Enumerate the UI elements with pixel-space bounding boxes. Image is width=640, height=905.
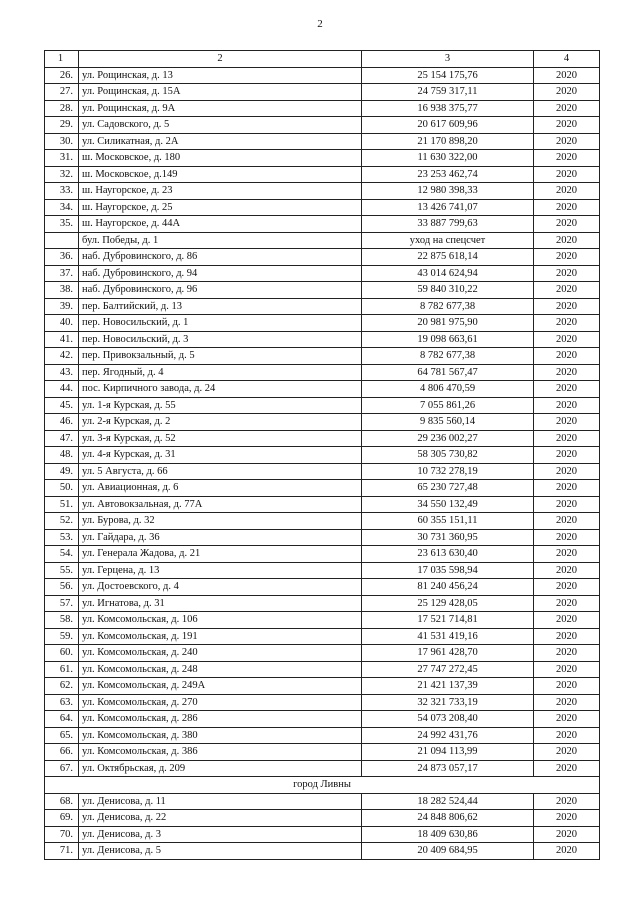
row-address: ул. Рощинская, д. 15А <box>79 84 362 101</box>
row-number: 48. <box>45 447 79 464</box>
header-col-4: 4 <box>534 51 600 68</box>
row-year: 2020 <box>534 744 600 761</box>
row-year: 2020 <box>534 84 600 101</box>
row-address: ул. Достоевского, д. 4 <box>79 579 362 596</box>
row-year: 2020 <box>534 579 600 596</box>
row-amount: 9 835 560,14 <box>362 414 534 431</box>
table-row <box>45 298 600 315</box>
table-row <box>45 513 600 530</box>
row-amount: 18 409 630,86 <box>362 826 534 843</box>
table-row <box>45 744 600 761</box>
row-amount: 21 094 113,99 <box>362 744 534 761</box>
row-year: 2020 <box>534 529 600 546</box>
section-title: город Ливны <box>45 777 600 794</box>
row-year: 2020 <box>534 166 600 183</box>
table-row <box>45 331 600 348</box>
row-amount: 17 521 714,81 <box>362 612 534 629</box>
row-number: 46. <box>45 414 79 431</box>
row-address: ул. Гайдара, д. 36 <box>79 529 362 546</box>
header-col-1: 1 <box>45 51 79 68</box>
row-number: 53. <box>45 529 79 546</box>
row-number: 59. <box>45 628 79 645</box>
row-address: пер. Балтийский, д. 13 <box>79 298 362 315</box>
row-year: 2020 <box>534 381 600 398</box>
row-amount: 24 848 806,62 <box>362 810 534 827</box>
header-col-3: 3 <box>362 51 534 68</box>
row-amount: 24 873 057,17 <box>362 760 534 777</box>
row-amount: 21 421 137,39 <box>362 678 534 695</box>
table-row <box>45 315 600 332</box>
table-row <box>45 430 600 447</box>
row-number: 35. <box>45 216 79 233</box>
table-row <box>45 529 600 546</box>
row-amount: 19 098 663,61 <box>362 331 534 348</box>
row-number: 60. <box>45 645 79 662</box>
row-address: ул. Комсомольская, д. 248 <box>79 661 362 678</box>
row-amount: 30 731 360,95 <box>362 529 534 546</box>
row-year: 2020 <box>534 414 600 431</box>
row-number: 38. <box>45 282 79 299</box>
table-row <box>45 711 600 728</box>
row-amount: 25 154 175,76 <box>362 67 534 84</box>
row-number: 42. <box>45 348 79 365</box>
table-row <box>45 265 600 282</box>
row-amount: 23 253 462,74 <box>362 166 534 183</box>
row-amount: 7 055 861,26 <box>362 397 534 414</box>
table-row <box>45 232 600 249</box>
table-row <box>45 546 600 563</box>
row-number: 34. <box>45 199 79 216</box>
row-number: 45. <box>45 397 79 414</box>
row-year: 2020 <box>534 117 600 134</box>
row-number: 58. <box>45 612 79 629</box>
table-row <box>45 645 600 662</box>
table-row <box>45 133 600 150</box>
row-year: 2020 <box>534 678 600 695</box>
row-address: наб. Дубровинского, д. 86 <box>79 249 362 266</box>
row-amount: 21 170 898,20 <box>362 133 534 150</box>
table-row <box>45 397 600 414</box>
row-year: 2020 <box>534 645 600 662</box>
row-address: ул. Генерала Жадова, д. 21 <box>79 546 362 563</box>
row-year: 2020 <box>534 397 600 414</box>
row-address: ш. Наугорское, д. 25 <box>79 199 362 216</box>
table-row <box>45 100 600 117</box>
row-amount: 20 981 975,90 <box>362 315 534 332</box>
row-year: 2020 <box>534 562 600 579</box>
row-number: 61. <box>45 661 79 678</box>
row-amount: 18 282 524,44 <box>362 793 534 810</box>
row-year: 2020 <box>534 694 600 711</box>
row-address: ул. Комсомольская, д. 106 <box>79 612 362 629</box>
row-amount: 4 806 470,59 <box>362 381 534 398</box>
row-address: ул. 2-я Курская, д. 2 <box>79 414 362 431</box>
header-row <box>45 51 600 68</box>
row-year: 2020 <box>534 331 600 348</box>
table-row <box>45 793 600 810</box>
row-number: 62. <box>45 678 79 695</box>
row-address: ул. 4-я Курская, д. 31 <box>79 447 362 464</box>
register-table <box>44 50 600 860</box>
row-amount: 11 630 322,00 <box>362 150 534 167</box>
row-amount: 60 355 151,11 <box>362 513 534 530</box>
row-address: ул. Комсомольская, д. 249А <box>79 678 362 695</box>
table-row <box>45 628 600 645</box>
table-row <box>45 579 600 596</box>
row-address: ул. Комсомольская, д. 270 <box>79 694 362 711</box>
table-row <box>45 496 600 513</box>
row-number: 28. <box>45 100 79 117</box>
row-number: 54. <box>45 546 79 563</box>
row-amount: 17 035 598,94 <box>362 562 534 579</box>
table-row <box>45 67 600 84</box>
row-number: 52. <box>45 513 79 530</box>
row-address: ул. Комсомольская, д. 380 <box>79 727 362 744</box>
row-address: ул. Денисова, д. 5 <box>79 843 362 860</box>
row-year: 2020 <box>534 793 600 810</box>
row-year: 2020 <box>534 216 600 233</box>
row-year: 2020 <box>534 447 600 464</box>
row-address: ул. Рощинская, д. 13 <box>79 67 362 84</box>
row-number: 67. <box>45 760 79 777</box>
row-amount: 41 531 419,16 <box>362 628 534 645</box>
row-amount: 8 782 677,38 <box>362 348 534 365</box>
row-amount: 25 129 428,05 <box>362 595 534 612</box>
table-row <box>45 595 600 612</box>
row-address: ул. Октябрьская, д. 209 <box>79 760 362 777</box>
row-amount: 13 426 741,07 <box>362 199 534 216</box>
row-year: 2020 <box>534 843 600 860</box>
row-address: ул. Рощинская, д. 9А <box>79 100 362 117</box>
row-address: ул. Комсомольская, д. 386 <box>79 744 362 761</box>
row-address: ул. Комсомольская, д. 286 <box>79 711 362 728</box>
row-address: ул. Силикатная, д. 2А <box>79 133 362 150</box>
row-year: 2020 <box>534 826 600 843</box>
row-address: ш. Наугорское, д. 23 <box>79 183 362 200</box>
table-row <box>45 826 600 843</box>
row-address: ул. Денисова, д. 22 <box>79 810 362 827</box>
row-address: ул. Комсомольская, д. 191 <box>79 628 362 645</box>
table-row <box>45 183 600 200</box>
table-row <box>45 843 600 860</box>
row-address: ул. Денисова, д. 3 <box>79 826 362 843</box>
row-number: 66. <box>45 744 79 761</box>
row-number: 71. <box>45 843 79 860</box>
row-address: пос. Кирпичного завода, д. 24 <box>79 381 362 398</box>
row-address: ул. Авиационная, д. 6 <box>79 480 362 497</box>
row-year: 2020 <box>534 100 600 117</box>
page-number: 2 <box>317 18 323 30</box>
row-address: ул. Бурова, д. 32 <box>79 513 362 530</box>
header-col-2: 2 <box>79 51 362 68</box>
row-number: 68. <box>45 793 79 810</box>
row-number: 29. <box>45 117 79 134</box>
table-row <box>45 678 600 695</box>
table-row <box>45 612 600 629</box>
table-row <box>45 694 600 711</box>
row-year: 2020 <box>534 249 600 266</box>
table-row <box>45 364 600 381</box>
row-number: 26. <box>45 67 79 84</box>
row-amount: 64 781 567,47 <box>362 364 534 381</box>
row-number: 57. <box>45 595 79 612</box>
row-number: 69. <box>45 810 79 827</box>
row-year: 2020 <box>534 612 600 629</box>
row-amount: 24 992 431,76 <box>362 727 534 744</box>
row-number <box>45 232 79 249</box>
table-row <box>45 282 600 299</box>
row-address: бул. Победы, д. 1 <box>79 232 362 249</box>
row-address: ул. Герцена, д. 13 <box>79 562 362 579</box>
table-row <box>45 810 600 827</box>
row-number: 65. <box>45 727 79 744</box>
row-year: 2020 <box>534 711 600 728</box>
row-number: 30. <box>45 133 79 150</box>
row-year: 2020 <box>534 661 600 678</box>
row-year: 2020 <box>534 199 600 216</box>
row-year: 2020 <box>534 727 600 744</box>
row-address: пер. Ягодный, д. 4 <box>79 364 362 381</box>
row-year: 2020 <box>534 298 600 315</box>
row-amount: 29 236 002,27 <box>362 430 534 447</box>
row-address: ул. 1-я Курская, д. 55 <box>79 397 362 414</box>
table-row <box>45 463 600 480</box>
row-address: ул. 5 Августа, д. 66 <box>79 463 362 480</box>
row-amount: 54 073 208,40 <box>362 711 534 728</box>
row-amount: 43 014 624,94 <box>362 265 534 282</box>
row-number: 31. <box>45 150 79 167</box>
row-amount: 17 961 428,70 <box>362 645 534 662</box>
row-number: 63. <box>45 694 79 711</box>
row-amount: 20 617 609,96 <box>362 117 534 134</box>
row-number: 40. <box>45 315 79 332</box>
row-number: 47. <box>45 430 79 447</box>
table-row <box>45 216 600 233</box>
row-number: 64. <box>45 711 79 728</box>
row-year: 2020 <box>534 348 600 365</box>
row-year: 2020 <box>534 546 600 563</box>
row-number: 41. <box>45 331 79 348</box>
row-amount: 12 980 398,33 <box>362 183 534 200</box>
row-number: 56. <box>45 579 79 596</box>
row-address: наб. Дубровинского, д. 96 <box>79 282 362 299</box>
row-year: 2020 <box>534 265 600 282</box>
register-table-body <box>45 51 600 860</box>
row-address: ул. Комсомольская, д. 240 <box>79 645 362 662</box>
row-year: 2020 <box>534 232 600 249</box>
row-amount: 23 613 630,40 <box>362 546 534 563</box>
row-year: 2020 <box>534 463 600 480</box>
row-address: ул. Денисова, д. 11 <box>79 793 362 810</box>
row-amount: 10 732 278,19 <box>362 463 534 480</box>
row-year: 2020 <box>534 315 600 332</box>
table-row <box>45 661 600 678</box>
table-row <box>45 447 600 464</box>
row-address: ш. Московское, д.149 <box>79 166 362 183</box>
row-number: 37. <box>45 265 79 282</box>
row-amount: 81 240 456,24 <box>362 579 534 596</box>
row-number: 55. <box>45 562 79 579</box>
table-row <box>45 249 600 266</box>
row-address: ул. Игнатова, д. 31 <box>79 595 362 612</box>
table-row <box>45 562 600 579</box>
row-year: 2020 <box>534 760 600 777</box>
row-amount: 58 305 730,82 <box>362 447 534 464</box>
row-amount: 27 747 272,45 <box>362 661 534 678</box>
row-year: 2020 <box>534 282 600 299</box>
row-address: ул. Садовского, д. 5 <box>79 117 362 134</box>
row-year: 2020 <box>534 133 600 150</box>
table-row <box>45 199 600 216</box>
row-amount: 33 887 799,63 <box>362 216 534 233</box>
section-row <box>45 777 600 794</box>
row-year: 2020 <box>534 183 600 200</box>
row-address: ш. Наугорское, д. 44А <box>79 216 362 233</box>
row-number: 36. <box>45 249 79 266</box>
row-amount: 65 230 727,48 <box>362 480 534 497</box>
row-amount: 24 759 317,11 <box>362 84 534 101</box>
row-number: 70. <box>45 826 79 843</box>
row-year: 2020 <box>534 628 600 645</box>
row-amount: 32 321 733,19 <box>362 694 534 711</box>
row-year: 2020 <box>534 496 600 513</box>
row-address: пер. Привокзальный, д. 5 <box>79 348 362 365</box>
row-number: 32. <box>45 166 79 183</box>
table-row <box>45 84 600 101</box>
row-amount: 8 782 677,38 <box>362 298 534 315</box>
row-year: 2020 <box>534 364 600 381</box>
table-row <box>45 727 600 744</box>
row-address: пер. Новосильский, д. 1 <box>79 315 362 332</box>
row-address: ш. Московское, д. 180 <box>79 150 362 167</box>
row-amount: уход на спецсчет <box>362 232 534 249</box>
row-number: 33. <box>45 183 79 200</box>
row-amount: 22 875 618,14 <box>362 249 534 266</box>
table-row <box>45 348 600 365</box>
row-number: 49. <box>45 463 79 480</box>
row-amount: 59 840 310,22 <box>362 282 534 299</box>
row-amount: 20 409 684,95 <box>362 843 534 860</box>
row-address: наб. Дубровинского, д. 94 <box>79 265 362 282</box>
row-address: ул. 3-я Курская, д. 52 <box>79 430 362 447</box>
row-number: 39. <box>45 298 79 315</box>
row-year: 2020 <box>534 430 600 447</box>
table-row <box>45 150 600 167</box>
row-year: 2020 <box>534 480 600 497</box>
row-year: 2020 <box>534 810 600 827</box>
row-number: 27. <box>45 84 79 101</box>
row-year: 2020 <box>534 150 600 167</box>
row-year: 2020 <box>534 513 600 530</box>
row-address: ул. Автовокзальная, д. 77А <box>79 496 362 513</box>
row-year: 2020 <box>534 67 600 84</box>
table-row <box>45 414 600 431</box>
row-number: 50. <box>45 480 79 497</box>
table-row <box>45 381 600 398</box>
row-number: 51. <box>45 496 79 513</box>
table-row <box>45 760 600 777</box>
row-amount: 34 550 132,49 <box>362 496 534 513</box>
row-number: 43. <box>45 364 79 381</box>
row-year: 2020 <box>534 595 600 612</box>
table-row <box>45 480 600 497</box>
row-amount: 16 938 375,77 <box>362 100 534 117</box>
table-row <box>45 166 600 183</box>
row-number: 44. <box>45 381 79 398</box>
table-row <box>45 117 600 134</box>
row-address: пер. Новосильский, д. 3 <box>79 331 362 348</box>
